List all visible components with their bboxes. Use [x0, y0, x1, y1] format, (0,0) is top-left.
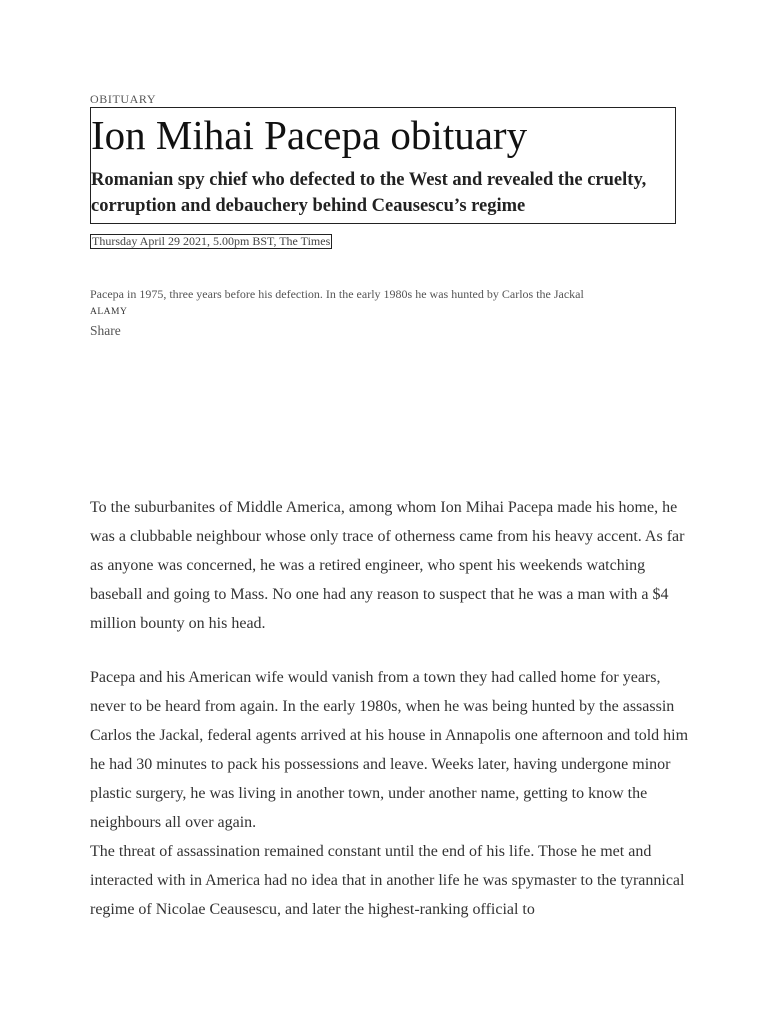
article-headline: Ion Mihai Pacepa obituary: [91, 112, 528, 158]
image-credit: ALAMY: [90, 307, 128, 317]
body-paragraph: To the suburbanites of Middle America, among whom Ion Mihai Pacepa made his home, he was a clubbable neighbour whose only trace of otherness came from his heavy accent. As far as anyone was concerned, he was a retired engineer, who spent his weekends watching baseball and going to Mass. No one had any reason to suspect that he was a man with a $4 million bounty on his head.: [90, 499, 685, 632]
article-body: [90, 493, 690, 924]
headline-block: [90, 107, 676, 224]
section-kicker: OBITUARY: [90, 92, 157, 106]
body-paragraph: Pacepa and his American wife would vanish from a town they had called home for years, never to be heard from again. In the early 1980s, when he was being hunted by the assassin Carlos the Jackal, federal agents arrived at his house in Annapolis one afternoon and told him he had 30 minutes to pack his possessions and leave. Weeks later, having undergone minor plastic surgery, he was living in another town, under another name, getting to know the neighbours all over again.: [90, 669, 689, 831]
article-dateline: Thursday April 29 2021, 5.00pm BST, The Times: [92, 234, 331, 248]
share-button[interactable]: Share: [90, 323, 121, 338]
image-caption: Pacepa in 1975, three years before his defection. In the early 1980s he was hunted by Carlos the Jackal: [90, 287, 584, 301]
body-paragraph: The threat of assassination remained constant until the end of his life. Those he met and interacted with in America had no idea that in another life he was spymaster to the tyrannical regime of Nicolae Ceausescu, and later the highest-ranking official to: [90, 843, 685, 918]
article-standfirst: Romanian spy chief who defected to the West and revealed the cruelty, corruption and debauchery behind Ceausescu’s regime: [91, 170, 647, 216]
